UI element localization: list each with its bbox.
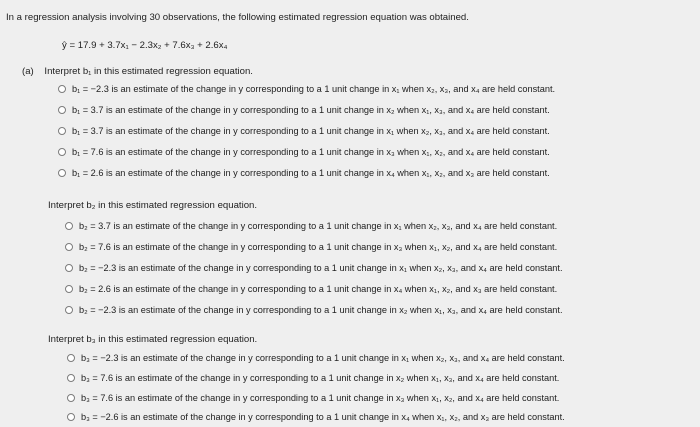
part-b-option-1[interactable] (65, 220, 557, 232)
part-b-heading (48, 200, 257, 212)
part-b-prompt: Interpret b₂ in this estimated regression equation. (48, 200, 258, 211)
part-c-option-4-text: b₃ = −2.6 is an estimate of the change in y corresponding to a 1 unit change in x₄ when x₁, x₂, and x₃ are held constant. (81, 412, 565, 422)
radio-button-icon[interactable] (67, 413, 75, 421)
radio-button-icon[interactable] (58, 85, 66, 93)
part-a-option-4[interactable] (58, 146, 550, 158)
part-c-option-4[interactable] (67, 411, 565, 423)
part-c-heading (48, 334, 257, 346)
part-a-prompt: Interpret b₁ in this estimated regression equation. (44, 66, 253, 77)
part-b-option-3[interactable] (65, 262, 563, 274)
part-a-option-3-text: b₁ = 3.7 is an estimate of the change in y corresponding to a 1 unit change in x₁ when x₂, x₃, and x₄ are held constant. (72, 126, 550, 136)
question-intro: In a regression analysis involving 30 observations, the following estimated regression equation was obtained. (6, 12, 469, 23)
part-c-prompt: Interpret b₃ in this estimated regression equation. (48, 334, 258, 345)
part-b-option-2-text: b₂ = 7.6 is an estimate of the change in y corresponding to a 1 unit change in x₃ when x₁, x₂, and x₄ are held constant. (79, 242, 558, 252)
part-a-option-2[interactable] (58, 104, 550, 116)
radio-button-icon[interactable] (67, 374, 75, 382)
radio-button-icon[interactable] (58, 106, 66, 114)
part-b-option-2[interactable] (65, 241, 557, 253)
part-c-option-1[interactable] (67, 352, 565, 364)
radio-button-icon[interactable] (65, 243, 73, 251)
part-b-option-3-text: b₂ = −2.3 is an estimate of the change in y corresponding to a 1 unit change in x₁ when x₂, x₃, and x₄ are held constant. (79, 263, 563, 273)
part-a-option-3[interactable] (58, 125, 550, 137)
part-a-option-1-text: b₁ = −2.3 is an estimate of the change in y corresponding to a 1 unit change in x₁ when x₂, x₃, and x₄ are held constant. (72, 84, 556, 94)
part-a-option-2-text: b₁ = 3.7 is an estimate of the change in y corresponding to a 1 unit change in x₂ when x₁, x₃, and x₄ are held constant. (72, 105, 550, 115)
part-b-option-4[interactable] (65, 283, 557, 295)
part-b-option-1-text: b₂ = 3.7 is an estimate of the change in y corresponding to a 1 unit change in x₁ when x₂, x₃, and x₄ are held constant. (79, 221, 558, 231)
part-c-option-2-text: b₃ = 7.6 is an estimate of the change in y corresponding to a 1 unit change in x₂ when x₁, x₃, and x₄ are held constant. (81, 373, 560, 383)
radio-button-icon[interactable] (65, 222, 73, 230)
radio-button-icon[interactable] (65, 306, 73, 314)
part-c-option-3[interactable] (67, 392, 559, 404)
radio-button-icon[interactable] (65, 285, 73, 293)
radio-button-icon[interactable] (58, 148, 66, 156)
part-c-option-2[interactable] (67, 372, 559, 384)
radio-button-icon[interactable] (58, 169, 66, 177)
radio-button-icon[interactable] (67, 354, 75, 362)
regression-equation: ŷ = 17.9 + 3.7x₁ − 2.3x₂ + 7.6x₃ + 2.6x₄ (62, 40, 228, 51)
part-a-option-5[interactable] (58, 167, 550, 179)
part-a-label: (a) (22, 66, 34, 77)
radio-button-icon[interactable] (65, 264, 73, 272)
part-a-option-4-text: b₁ = 7.6 is an estimate of the change in y corresponding to a 1 unit change in x₃ when x₁, x₂, and x₄ are held constant. (72, 147, 550, 157)
part-c-option-1-text: b₃ = −2.3 is an estimate of the change in y corresponding to a 1 unit change in x₁ when x₂, x₃, and x₄ are held constant. (81, 353, 565, 363)
radio-button-icon[interactable] (58, 127, 66, 135)
part-b-option-4-text: b₂ = 2.6 is an estimate of the change in y corresponding to a 1 unit change in x₄ when x₁, x₂, and x₃ are held constant. (79, 284, 558, 294)
part-a-heading (22, 66, 253, 78)
part-b-option-5[interactable] (65, 304, 563, 316)
part-b-option-5-text: b₂ = −2.3 is an estimate of the change in y corresponding to a 1 unit change in x₂ when x₁, x₃, and x₄ are held constant. (79, 305, 563, 315)
part-c-option-3-text: b₃ = 7.6 is an estimate of the change in y corresponding to a 1 unit change in x₃ when x₁, x₂, and x₄ are held constant. (81, 393, 560, 403)
part-a-option-1[interactable] (58, 83, 555, 95)
radio-button-icon[interactable] (67, 394, 75, 402)
part-a-option-5-text: b₁ = 2.6 is an estimate of the change in y corresponding to a 1 unit change in x₄ when x₁, x₂, and x₃ are held constant. (72, 168, 550, 178)
